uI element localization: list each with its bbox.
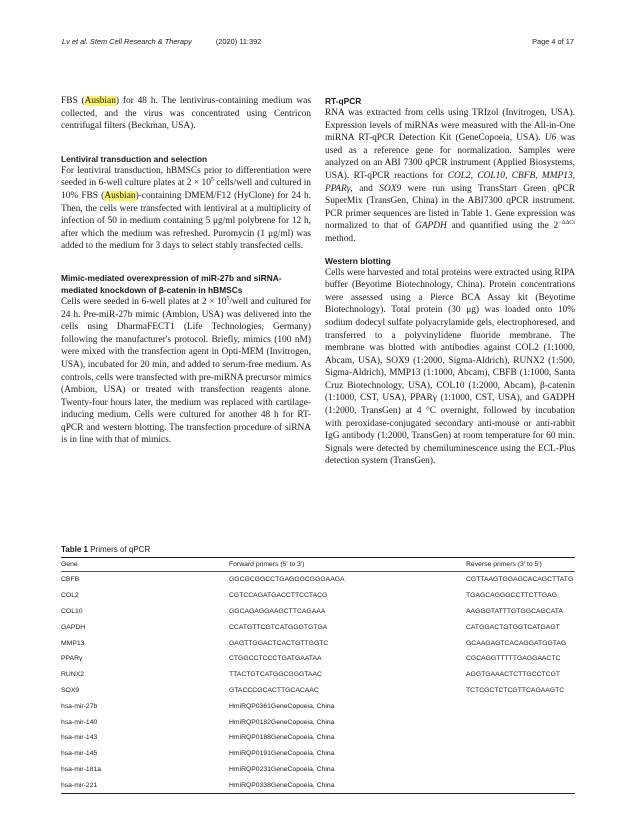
cell-forward-primer: GGCAGAGGAAGCTTCAGAAA [229,607,326,615]
table-row [61,730,575,746]
cell-gene: hsa-mir-181a [61,765,102,773]
text-run: was used as a reference gene for normalization. Samples were analyzed on an ABI 7300 qPCR instrument (Applied Biosystems, USA). RT-qPCR reactions for [325,133,575,181]
cell-gene: MMP13 [61,639,85,647]
cell-gene: hsa-mir-145 [61,750,98,758]
table-row [61,619,575,635]
cell-gene: RUNX2 [61,671,85,679]
cell-forward-primer: HmiRQP0338GeneCopoeia, China [229,777,466,793]
table-header-row [61,558,575,572]
cell-forward-primer: CCATGTTCGTCATGGGTGTGA [229,623,328,631]
text-run: ) for 48 h. The lentivirus-containing medium was collected, and the virus was concentrated using Centricon centrifugal filters (Beckman, USA). [61,96,311,132]
text-run: method. [325,233,356,244]
header-reverse: Reverse primers (3′ to 5′) [466,558,575,572]
gene-name: SOX9 [379,183,402,194]
cell-gene: GAPDH [61,623,86,631]
table-row [61,572,575,588]
cell-reverse-primer: AGGTGAAACTCTTGCCTCGT [466,671,561,679]
citation-year: (2020) 11:392 [215,37,262,46]
table-row [61,588,575,604]
cell-forward-primer: HmiRQP0361GeneCopoeia, China [229,702,335,710]
cell-forward-primer: CTGGCCTCCCTGATGAATAA [229,655,322,663]
header-gene: Gene [61,558,229,572]
text-run: /well and cultured for 24 h. Pre-miR-27b mimic (Ambion, USA) was delivered into the cells using DharmaFECT1 (Life Technologies, Germany) following the manufacturer's protocol. Briefly, mimics (100 nM) were mixed with the transfection agent in Opti-MEM (Invitrogen, USA), incubated for 20 min, and added to serum-free medium. As controls, cells were transfected with pre-miRNA precursor mimics (Ambion, USA) or treated with transfection reagents alone. Twenty-four hours later, the medium was replaced with cartilage-inducing medium. Cells were cultured for another 48 h for RT-qPCR and western blotting. The transfection procedure of siRNA is in line with that of mimics. [61,296,311,446]
table-label: Table 1 [61,545,88,554]
page-number: Page 4 of 17 [532,37,574,46]
paragraph-western-blotting: Cells were harvested and total proteins were extracted using RIPA buffer (Beyotime Biotechnology, China). Protein concentrations were assessed using a Pierce BCA Assay kit (Beyotime Biotechnology). Total protein (30 μg) was loaded onto 10% sodium dodecyl sulfate polyacrylamide gels, electrophoresed, and transferred to a polyvinylidene fluoride membrane. The membrane was blotted with antibodies against COL2 (1:1000, Abcam, USA), SOX9 (1:2000, Sigma-Aldrich), RUNX2 (1:500, Sigma-Aldrich), MMP13 (1:1000, Abcam), CBFB (1:1000, Santa Cruz Biotechnology, USA), COL10 (1:2000, Abcam), β-catenin (1:1000, CST, USA), PPARγ (1:1000, CST, USA), and GADPH (1:2000, TransGen) at 4 °C overnight, followed by incubation with peroxidase-conjugated secondary anti-mouse or anti-rabbit IgG antibody (1:2000, TransGen) at room temperature for 60 min. Signals were detected by chemiluminescence using the ECL-Plus detection system (TransGen). [325,267,575,467]
running-head [62,37,261,46]
cell-reverse-primer: CATGGACTGTGGTCATGAGT [466,623,560,631]
cell-forward-primer: HmiRQP0191GeneCopoeia, China [229,750,335,758]
page-header [62,37,574,49]
cell-reverse-primer [466,746,575,762]
cell-reverse-primer [466,698,575,714]
cell-forward-primer: GTACCCGCACTTGCACAAC [229,686,319,694]
text-run: Cells were seeded in 6-well plates at 2 × 10 [61,296,227,307]
gene-name: GAPDH [415,221,447,232]
superscript: 5 [210,177,214,184]
cell-gene: SOX9 [61,686,80,694]
cell-reverse-primer [466,730,575,746]
table-row [61,714,575,730]
table-row [61,698,575,714]
paragraph-mimic [61,296,311,447]
cell-forward-primer: HmiRQP0188GeneCopoeia, China [229,734,335,742]
cell-forward-primer: GAGTTGGACTCACTGTTGGTC [229,639,329,647]
table-title: Primers of qPCR [87,545,151,554]
cell-reverse-primer: CGCAGGTTTTTGAGGAACTC [466,655,561,663]
table-row [61,667,575,683]
heading-lentiviral: Lentiviral transduction and selection [61,153,208,164]
cell-gene: hsa-mir-27b [61,702,98,710]
cell-forward-primer: GGCGCGGCCTGAGGGCGGGAAGA [229,576,345,584]
cell-gene: hsa-mir-140 [61,718,98,726]
cell-gene: CBFB [61,576,80,584]
table-row [61,635,575,651]
cell-reverse-primer [466,762,575,778]
cell-reverse-primer: TCTCGCTCTCGTTCAGAAGTC [466,686,565,694]
text-run: For lentiviral transduction, hBMSCs prior to differentiation were seeded in 6-well culture plates at 2 × 10 [61,165,311,189]
cell-reverse-primer [466,777,575,793]
cell-gene: COL10 [61,607,83,615]
paragraph-lentiviral [61,165,311,253]
journal-citation: Lv et al. Stem Cell Research & Therapy [62,37,192,46]
paragraph-rtqpcr [325,107,575,246]
table-row [61,683,575,699]
cell-reverse-primer: CGTTAAGTGGAGCACAGCTTATG [466,576,574,584]
gene-names: COL2, COL10, CBFB, MMP13, PPARγ, [325,170,575,194]
header-forward: Forward primers (5′ to 3′) [229,558,466,572]
table-row [61,651,575,667]
cell-gene: hsa-mir-221 [61,777,229,793]
table-row [61,604,575,620]
gene-name: U6 [544,133,557,144]
heading-mimic: Mimic-mediated overexpression of miR-27b and siRNA-mediated knockdown of β-catenin in hBMSCs [61,272,282,295]
text-run: were run using TransStart Green qPCR SuperMix (TransGen, China) in the ABI7300 qPCR instrument. PCR primer sequences are listed in Table 1. Gene expression was normalized to that of [325,183,575,232]
cell-reverse-primer [466,714,575,730]
superscript: 5 [226,295,230,302]
right-column [325,95,575,468]
highlight-ausbian: Ausbian [104,190,136,201]
highlight-ausbian: Ausbian [84,96,116,106]
cell-gene: COL2 [61,592,79,600]
paragraph-intro [61,95,311,133]
cell-gene: PPARγ [61,655,83,663]
cell-gene: hsa-mir-143 [61,734,98,742]
text-run: and quantified using the 2 [446,221,559,232]
table-row [61,777,575,793]
primer-table-section [61,545,575,794]
text-run: RNA was extracted from cells using TRIzol (Invitrogen, USA). Expression levels of miRNAs were measured with the All-in-One miRNA RT-qPCR Detection Kit (GeneCopoeia, USA). [325,108,575,144]
primer-table [61,557,575,794]
text-run: cells/well and cultured in 10% FBS ( [61,178,311,201]
superscript: −ΔΔCt [558,220,575,227]
cell-reverse-primer: AAGGGTATTTGTGGCAGCATA [466,607,563,615]
heading-western-blotting: Western blotting [325,255,391,266]
cell-reverse-primer: GCAAGAGTCACAGGATGGTAG [466,639,567,647]
table-row [61,762,575,778]
text-run: )-containing DMEM/F12 (HyClone) for 24 h. Then, the cells were transfected with lentiviral at a multiplicity of infection of 50 in medium containing 5 μg/ml polybrene for 12 h, after which the medium was refreshed. Puromycin (1 μg/ml) was added to the medium for 3 days to select stably transfected cells. [61,190,311,252]
cell-forward-primer: HmiRQP0231GeneCopoeia, China [229,765,335,773]
text-run: FBS ( [61,96,85,106]
cell-forward-primer: CGTCCAGATGACCTTCCTACG [229,592,328,600]
table-row [61,746,575,762]
cell-forward-primer: HmiRQP0182GeneCopoeia, China [229,718,335,726]
text-run: and [352,183,380,194]
cell-reverse-primer: TGAGCAGGGCCTTCTTGAG [466,592,558,600]
heading-rtqpcr: RT-qPCR [325,96,362,106]
table-body [61,572,575,794]
left-column [61,95,311,447]
cell-forward-primer: TTACTGTCATGGCGGGTAAC [229,671,322,679]
table-caption [61,545,575,554]
